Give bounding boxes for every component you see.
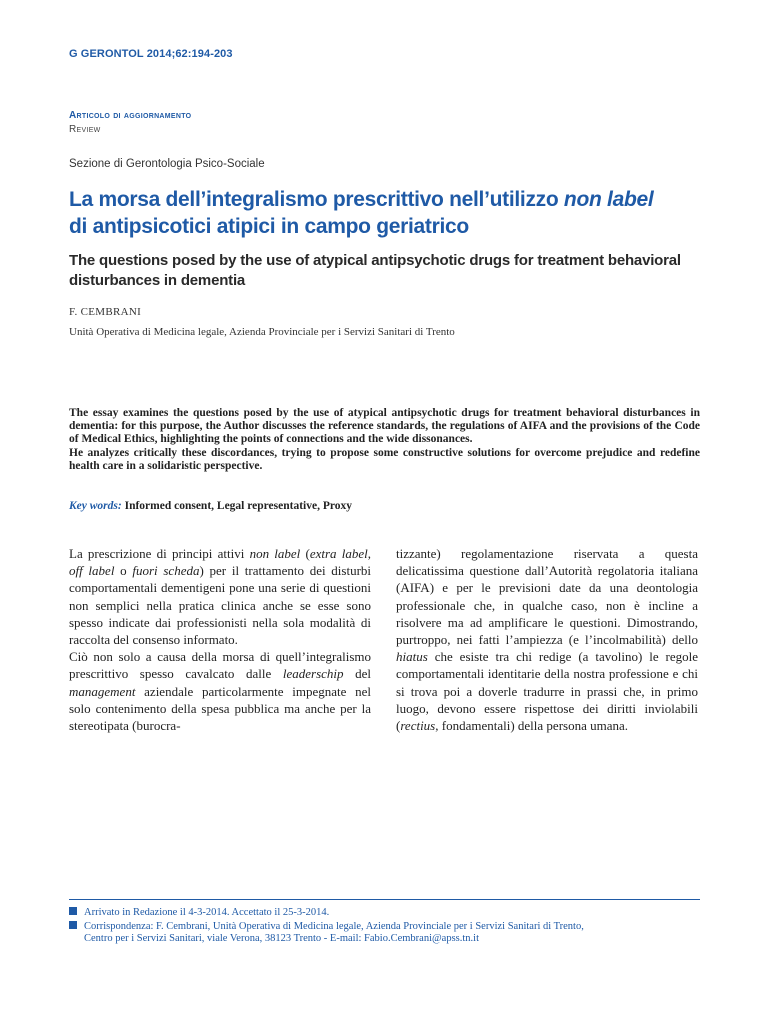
article-title	[69, 186, 709, 240]
title-part2: di antipsicotici atipici in campo geriatrico	[69, 215, 469, 238]
text-run: del	[343, 666, 371, 682]
footnote-received	[69, 906, 700, 920]
italic-run: non label	[249, 546, 301, 561]
text-run: La prescrizione di principi attivi	[69, 546, 250, 561]
italic-run: off label	[69, 563, 115, 579]
abstract-paragraph-1: The essay examines the questions posed by the use of atypical antipsychotic drugs for treatment behavioral disturbances in dementia: for this purpose, the Author discusses the reference standards, the regulations of AIFA and the provisions of the Code of Medical Ethics, highlighting the points of connections and the wide dissonances.	[69, 407, 700, 446]
text-run: o	[114, 563, 133, 579]
italic-run: leaderschip	[282, 666, 344, 682]
square-bullet-icon	[69, 907, 77, 915]
abstract	[69, 407, 700, 473]
body-paragraph-2	[69, 648, 371, 734]
section-label: Sezione di Gerontologia Psico-Sociale	[69, 158, 265, 170]
footnote-correspondence-cont: Centro per i Servizi Sanitari, viale Verona, 38123 Trento - E-mail: Fabio.Cembrani@apss.tn.it	[84, 933, 479, 944]
affiliation: Unità Operativa di Medicina legale, Azienda Provinciale per i Servizi Sanitari di Trento	[69, 326, 455, 338]
footer-divider	[69, 899, 700, 900]
text-run: che esiste tra chi redige (a tavolino) le regole comportamentali identitarie della nostra professione e chi si trova poi a doverle tradurre in prassi che, in primo luogo, devono essere rispettose dei diritti inviolabili (	[396, 649, 698, 734]
body-column-right	[396, 545, 698, 734]
text-run: Ciò non solo a causa della morsa di quell’integralismo prescrittivo spesso cavalcato dalle	[69, 649, 371, 682]
title-italic: non label	[563, 188, 654, 211]
footnote-received-text: Arrivato in Redazione il 4-3-2014. Accettato il 25-3-2014.	[84, 907, 330, 918]
text-run: , fondamentali) della persona umana.	[435, 718, 629, 734]
text-run: (	[300, 546, 310, 561]
italic-run: management	[69, 683, 136, 699]
italic-run: fuori scheda	[132, 563, 200, 579]
author: F. CEMBRANI	[69, 306, 142, 318]
journal-citation: G GERONTOL 2014;62:194-203	[69, 48, 233, 60]
square-bullet-icon	[69, 921, 77, 929]
footnote-correspondence-text: Corrispondenza: F. Cembrani, Unità Operativa di Medicina legale, Azienda Provinciale per i Servizi Sanitari di Trento,	[84, 921, 584, 932]
text-run: ) per il trattamento dei disturbi comportamentali dementigeni pone una serie di questioni non semplici nella pratica clinica anche se esse sono spesso indicate dai professionisti nella sola modalità di raccolta del consenso informato.	[69, 563, 372, 648]
article-subtitle: The questions posed by the use of atypical antipsychotic drugs for treatment behavioral disturbances in dementia	[69, 252, 681, 289]
article-type: Articolo di aggiornamento	[69, 110, 192, 121]
body-paragraph-1	[69, 545, 371, 648]
text-run: ,	[367, 546, 371, 561]
article-type-en: Review	[69, 124, 101, 135]
abstract-paragraph-2: He analyzes critically these discordances, trying to propose some constructive solutions for overcome prejudice and redefine health care in a solidaristic perspective.	[69, 446, 700, 472]
footnote-correspondence	[69, 920, 700, 934]
text-run: aziendale particolarmente impegnate nel solo contenimento della spesa pubblica ma anche per la stereotipata (burocra-	[69, 683, 371, 734]
body-paragraph-3	[396, 545, 698, 734]
keywords-label: Key words:	[69, 500, 122, 512]
keywords	[69, 500, 352, 512]
text-run: tizzante) regolamentazione riservata a questa delicatissima questione dall’Autorità regolatoria italiana (AIFA) e per le previsioni date da una deontologia professionale che, in qualche caso, non è incline a risolvere ma ad amplificare le questioni. Dimostrando, purtroppo, nei fatti l’ampiezza (e l’incolmabilità) dello	[396, 546, 698, 648]
italic-run: hiatus	[396, 649, 428, 665]
body-column-left	[69, 545, 371, 734]
italic-run: extra label	[309, 546, 368, 561]
italic-run: rectius	[400, 718, 436, 734]
title-part1: La morsa dell’integralismo prescrittivo nell’utilizzo	[69, 188, 564, 211]
keywords-text: Informed consent, Legal representative, Proxy	[124, 500, 353, 512]
